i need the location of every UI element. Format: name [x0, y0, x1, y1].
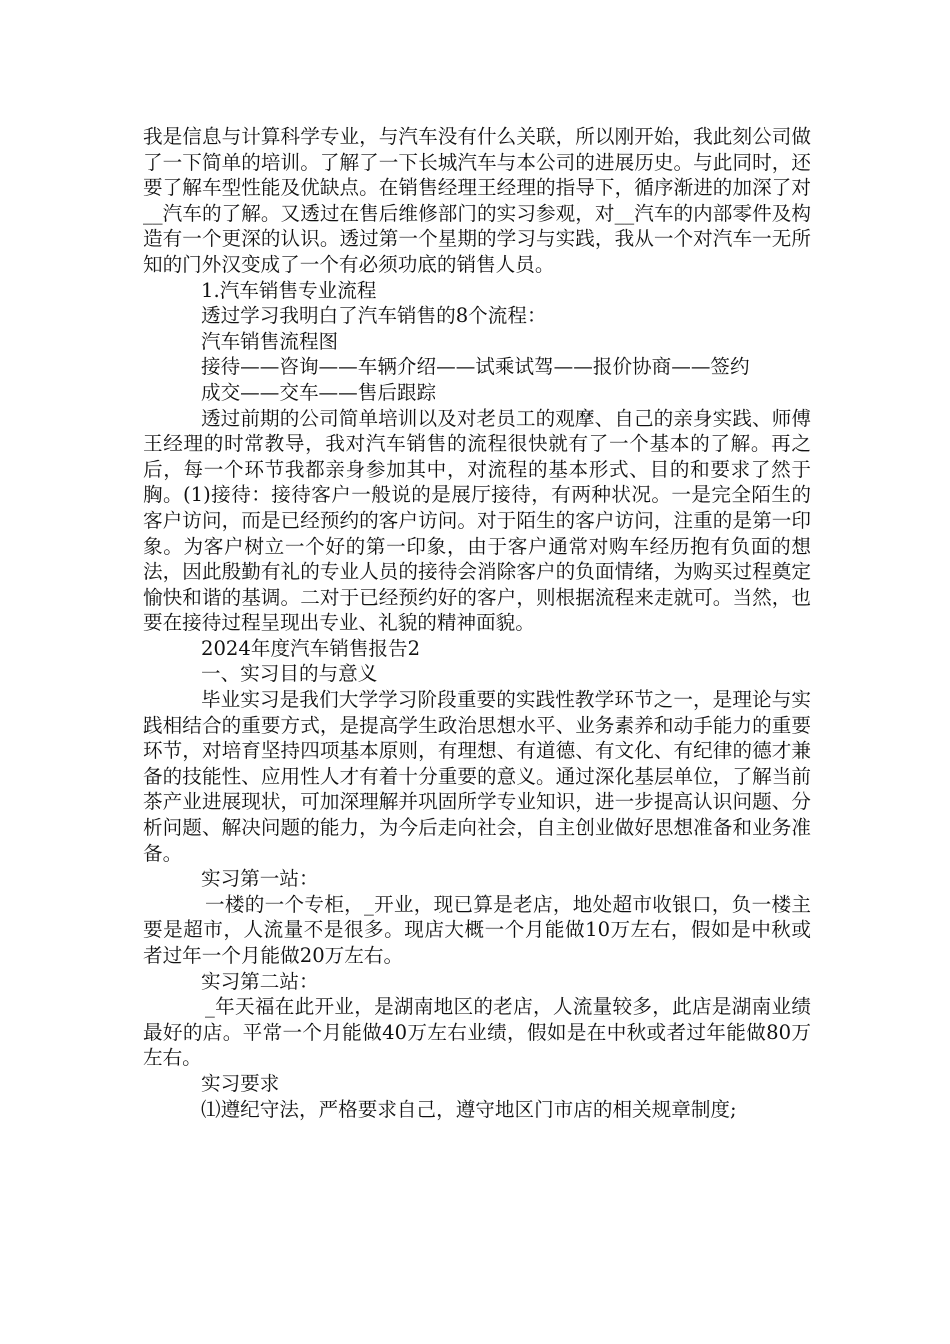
- paragraph-eight-steps: 透过学习我明白了汽车销售的8个流程：: [201, 304, 547, 328]
- report-title: 2024年度汽车销售报告2: [201, 636, 421, 660]
- paragraph-purpose: 毕业实习是我们大学学习阶段重要的实践性教学环节之一，是理论与实践相结合的重要方式，是提高学生政治思想水平、业务素养和动手能力的重要环节，对培育坚持四项基本原则，有理想、有道德、有文化、有纪律的德才兼备的技能性、应用性人才有着十分重要的意义。通过深化基层单位，了解当前茶产业进展现状，可加深理解并巩固所学专业知识，进一步提高认识问题、分析问题、解决问题的能力，为今后走向社会，自主创业做好思想准备和业务准备。: [143, 688, 811, 865]
- flowchart-line-2: 成交——交车——售后跟踪: [201, 380, 437, 404]
- flowchart-title: 汽车销售流程图: [201, 329, 339, 353]
- paragraph-intro: 我是信息与计算科学专业，与汽车没有什么关联，所以刚开始，我此刻公司做了一下简单的培训。了解了一下长城汽车与本公司的进展历史。与此同时，还要了解车型性能及优缺点。在销售经理王经理的指导下，循序渐进的加深了对__汽车的了解。又透过在售后维修部门的实习参观，对__汽车的内部零件及构造有一个更深的认识。透过第一个星期的学习与实践，我从一个对汽车一无所知的门外汉变成了一个有必须功底的销售人员。: [143, 125, 811, 276]
- flowchart-line-1: 接待——咨询——车辆介绍——试乘试驾——报价协商——签约: [201, 355, 750, 379]
- requirement-item-1: ⑴遵纪守法，严格要求自己，遵守地区门市店的相关规章制度;: [201, 1097, 737, 1121]
- paragraph-station-one: 一楼的一个专柜，_开业，现已算是老店，地处超市收银口，负一楼主要是超市，人流量不是很多。现店大概一个月能做10万左右，假如是中秋或者过年一个月能做20万左右。: [143, 892, 811, 967]
- requirements-heading: 实习要求: [201, 1071, 280, 1095]
- station-one-heading: 实习第一站：: [201, 867, 319, 891]
- section-heading-purpose: 一、实习目的与意义: [201, 662, 378, 686]
- paragraph-station-two: _年天福在此开业，是湖南地区的老店，人流量较多，此店是湖南业绩最好的店。平常一个月能做40万左右业绩，假如是在中秋或者过年能做80万左右。: [143, 995, 811, 1070]
- station-two-heading: 实习第二站：: [201, 969, 319, 993]
- heading-sales-process: 1.汽车销售专业流程: [201, 278, 377, 302]
- document-page: [143, 124, 811, 1122]
- paragraph-reception: 透过前期的公司简单培训以及对老员工的观摩、自己的亲身实践、师傅王经理的时常教导，我对汽车销售的流程很快就有了一个基本的了解。再之后，每一个环节我都亲身参加其中，对流程的基本形式、目的和要求了然于胸。(1)接待：接待客户一般说的是展厅接待，有两种状况。一是完全陌生的客户访问，而是已经预约的客户访问。对于陌生的客户访问，注重的是第一印象。为客户树立一个好的第一印象，由于客户通常对购车经历抱有负面的想法，因此殷勤有礼的专业人员的接待会消除客户的负面情绪，为购买过程奠定愉快和谐的基调。二对于已经预约好的客户，则根据流程来走就可。当然，也要在接待过程呈现出专业、礼貌的精神面貌。: [143, 406, 811, 635]
